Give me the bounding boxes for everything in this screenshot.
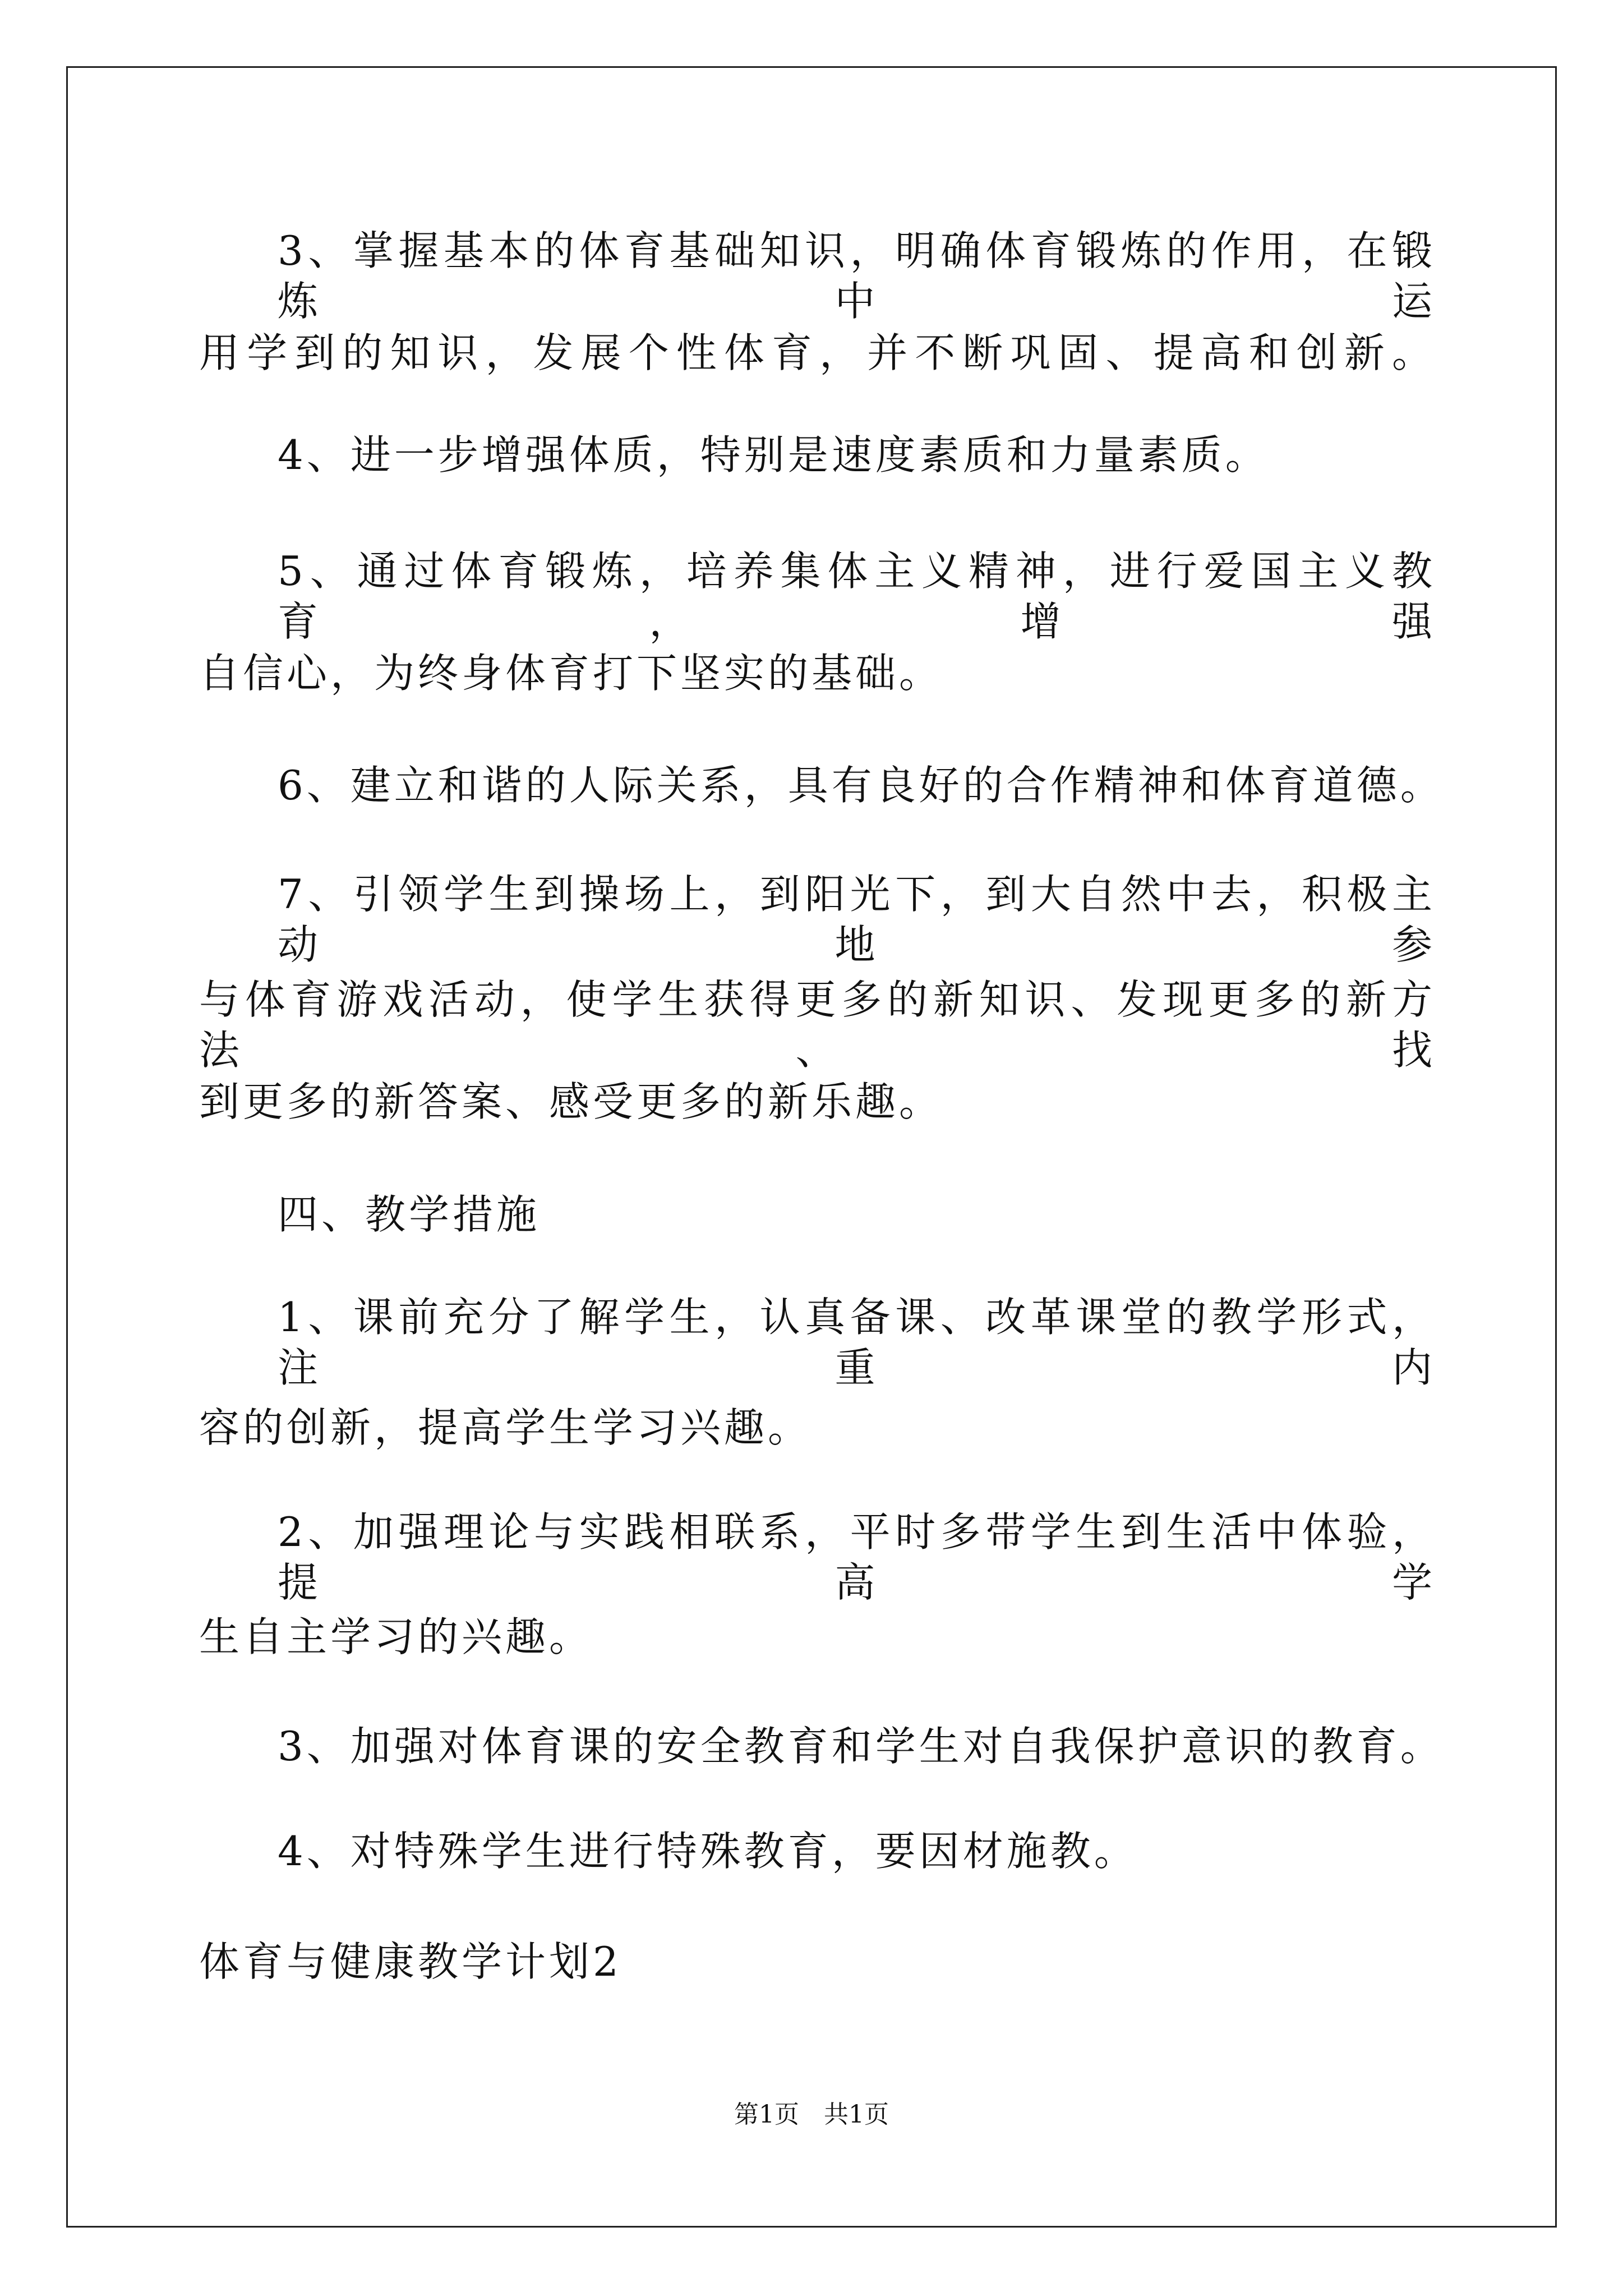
text-line-2: 用学到的知识，发展个性体育，并不断巩固、提高和创新。 [199, 329, 1436, 376]
text-line-16: 4、对特殊学生进行特殊教育，要因材施教。 [278, 1828, 1138, 1875]
text-line-11: 1、课前充分了解学生，认真备课、改革课堂的教学形式，注重内 [278, 1294, 1436, 1391]
text-line-4: 5、通过体育锻炼，培养集体主义精神，进行爱国主义教育，增强 [278, 547, 1436, 645]
section-heading: 四、教学措施 [278, 1191, 541, 1238]
text-line-7: 7、引领学生到操场上，到阳光下，到大自然中去，积极主动地参 [278, 871, 1436, 968]
page-number: 第1页 共1页 [734, 2100, 889, 2129]
text-line-5: 自信心，为终身体育打下坚实的基础。 [199, 650, 943, 697]
text-line-14: 生自主学习的兴趣。 [199, 1613, 593, 1660]
text-line-9: 到更多的新答案、感受更多的新乐趣。 [199, 1078, 943, 1125]
text-line-8: 与体育游戏活动，使学生获得更多的新知识、发现更多的新方法、找 [199, 976, 1436, 1074]
text-line-3: 4、进一步增强体质，特别是速度素质和力量素质。 [278, 431, 1269, 478]
text-line-6: 6、建立和谐的人际关系，具有良好的合作精神和体育道德。 [278, 762, 1444, 809]
text-line-13: 2、加强理论与实践相联系，平时多带学生到生活中体验，提高学 [278, 1508, 1436, 1606]
text-line-1: 3、掌握基本的体育基础知识，明确体育锻炼的作用，在锻炼中运 [278, 227, 1436, 325]
text-line-15: 3、加强对体育课的安全教育和学生对自我保护意识的教育。 [278, 1723, 1444, 1770]
page-border [66, 66, 1557, 2228]
text-line-12: 容的创新，提高学生学习兴趣。 [199, 1404, 812, 1451]
document-subtitle: 体育与健康教学计划2 [199, 1938, 622, 1985]
